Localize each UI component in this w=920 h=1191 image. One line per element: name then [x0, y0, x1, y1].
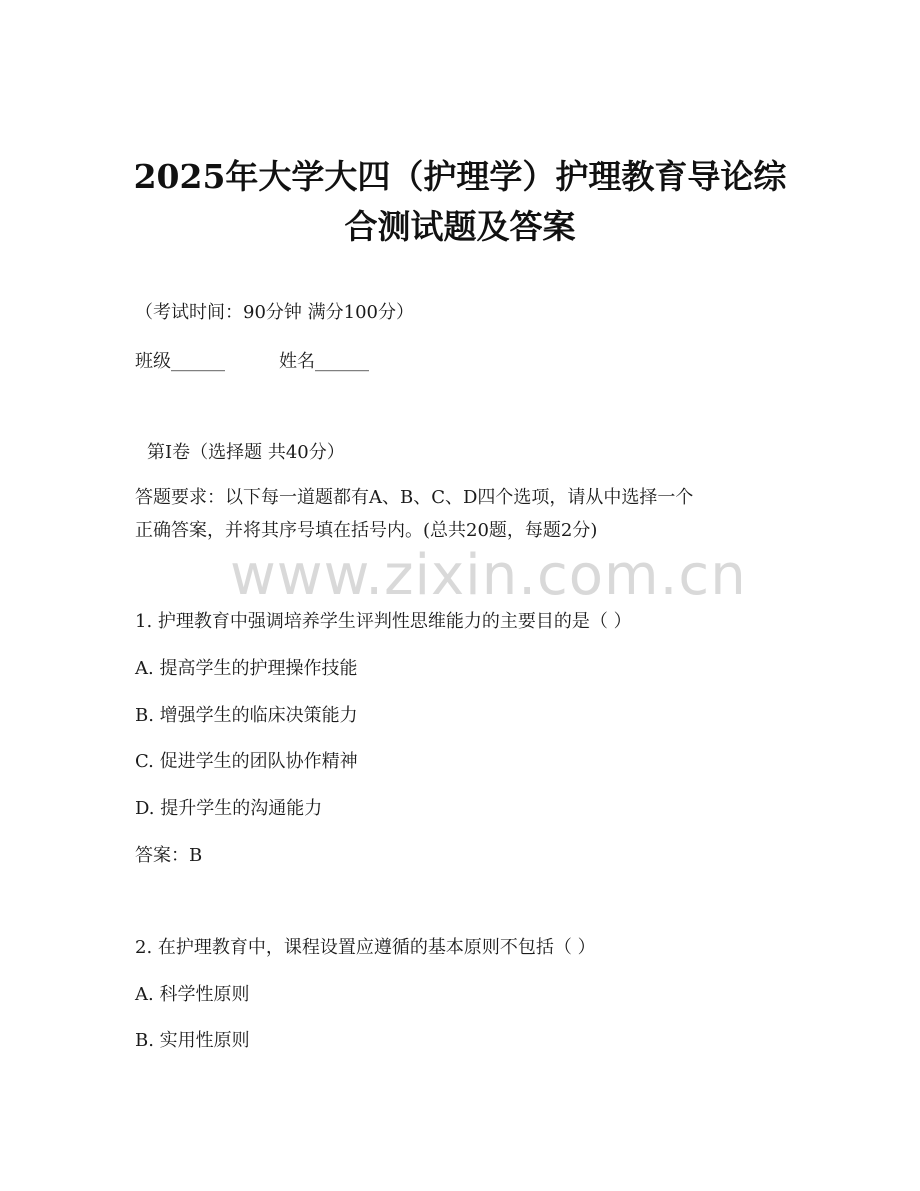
name-field-label: 姓名______: [279, 351, 369, 372]
instructions-line-2: 正确答案，并将其序号填在括号内。(总共20题，每题2分): [135, 520, 598, 541]
question-2-option-b: B. 实用性原则: [135, 1030, 250, 1051]
instructions-line-1: 答题要求：以下每一道题都有A、B、C、D四个选项，请从中选择一个: [135, 487, 694, 508]
question-1-stem: 1. 护理教育中强调培养学生评判性思维能力的主要目的是（ ）: [135, 611, 632, 632]
question-1-option-c: C. 促进学生的团队协作精神: [135, 751, 358, 772]
document-title-line-1: 2025年大学大四（护理学）护理教育导论综: [133, 157, 787, 196]
watermark: www.zixin.com.cn: [230, 543, 747, 608]
student-info-row: [135, 353, 369, 371]
section-title: 第Ⅰ卷（选择题 共40分）: [147, 442, 345, 463]
question-1-option-b: B. 增强学生的临床决策能力: [135, 705, 358, 726]
exam-info: （考试时间：90分钟 满分100分）: [135, 302, 414, 323]
question-2-stem: 2. 在护理教育中，课程设置应遵循的基本原则不包括（ ）: [135, 937, 596, 958]
document-title-line-2: 合测试题及答案: [344, 207, 576, 246]
question-1-answer: 答案：B: [135, 845, 203, 866]
question-2-option-a: A. 科学性原则: [135, 984, 250, 1005]
class-field-label: 班级______: [135, 351, 225, 372]
question-1-option-a: A. 提高学生的护理操作技能: [135, 658, 358, 679]
question-1-option-d: D. 提升学生的沟通能力: [135, 798, 323, 819]
